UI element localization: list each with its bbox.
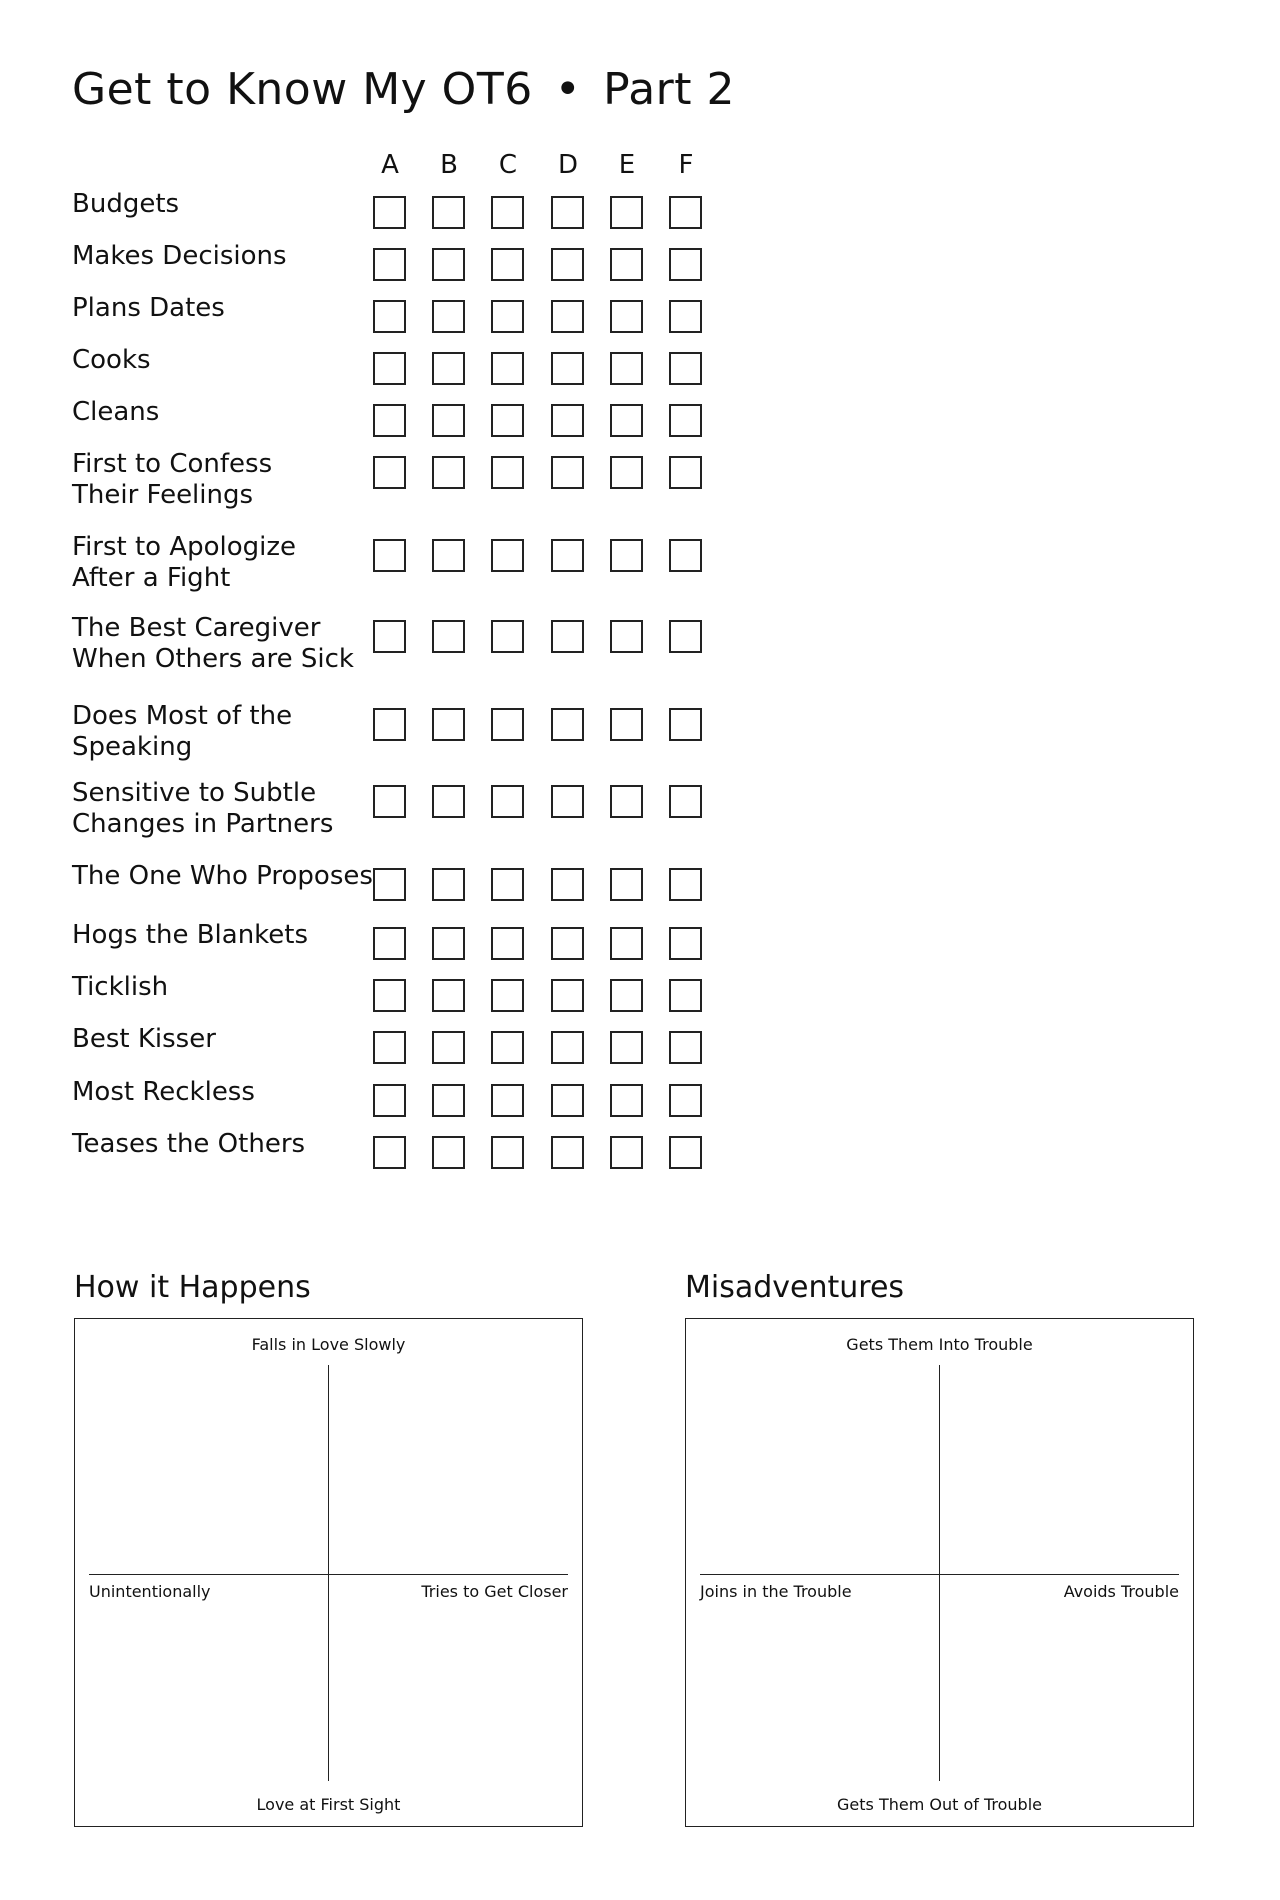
row-label-line: Makes Decisions: [72, 241, 287, 271]
checkbox-a[interactable]: [373, 404, 406, 437]
checkbox-a[interactable]: [373, 785, 406, 818]
checkbox-f[interactable]: [669, 708, 702, 741]
row-label: [72, 613, 354, 675]
axis-label-bottom: Gets Them Out of Trouble: [837, 1795, 1042, 1814]
checkbox-f[interactable]: [669, 404, 702, 437]
checkbox-a[interactable]: [373, 1084, 406, 1117]
checkbox-c[interactable]: [491, 404, 524, 437]
row-label-line: The Best Caregiver: [72, 613, 321, 643]
checkbox-f[interactable]: [669, 1136, 702, 1169]
vertical-axis-line: [328, 1365, 329, 1781]
checkbox-c[interactable]: [491, 927, 524, 960]
checkbox-f[interactable]: [669, 248, 702, 281]
checkbox-e[interactable]: [610, 539, 643, 572]
checkbox-b[interactable]: [432, 868, 465, 901]
checkbox-a[interactable]: [373, 352, 406, 385]
checkbox-b[interactable]: [432, 620, 465, 653]
row-label: [72, 397, 159, 428]
row-label-line: Teases the Others: [72, 1129, 306, 1159]
row-label: [72, 778, 333, 840]
column-header-f: F: [678, 150, 694, 180]
checkbox-a[interactable]: [373, 1031, 406, 1064]
row-label: [72, 1129, 305, 1160]
checkbox-e[interactable]: [610, 979, 643, 1012]
checkbox-d[interactable]: [551, 300, 584, 333]
axis-label-left: Unintentionally: [89, 1582, 211, 1601]
checkbox-b[interactable]: [432, 539, 465, 572]
checkbox-e[interactable]: [610, 1031, 643, 1064]
checkbox-c[interactable]: [491, 352, 524, 385]
column-header-c: C: [498, 150, 518, 180]
row-label-line: Hogs the Blankets: [72, 920, 309, 950]
row-label-line: First to Apologize: [72, 532, 297, 562]
checkbox-d[interactable]: [551, 456, 584, 489]
checkbox-e[interactable]: [610, 352, 643, 385]
checkbox-d[interactable]: [551, 539, 584, 572]
checkbox-e[interactable]: [610, 1084, 643, 1117]
column-header-d: D: [557, 150, 579, 180]
checkbox-c[interactable]: [491, 1031, 524, 1064]
checkbox-d[interactable]: [551, 785, 584, 818]
column-header-a: A: [381, 150, 399, 180]
checkbox-a[interactable]: [373, 708, 406, 741]
checkbox-c[interactable]: [491, 248, 524, 281]
section-title-how-it-happens: How it Happens: [74, 1270, 311, 1305]
checkbox-d[interactable]: [551, 620, 584, 653]
row-label: [72, 449, 272, 511]
horizontal-axis-line: [700, 1574, 1179, 1575]
checkbox-d[interactable]: [551, 927, 584, 960]
checkbox-e[interactable]: [610, 868, 643, 901]
checkbox-f[interactable]: [669, 927, 702, 960]
page-title: [72, 64, 735, 115]
checkbox-e[interactable]: [610, 927, 643, 960]
axis-label-bottom: Love at First Sight: [256, 1795, 401, 1814]
checkbox-b[interactable]: [432, 352, 465, 385]
row-label-line: Sensitive to Subtle: [72, 778, 317, 808]
checkbox-a[interactable]: [373, 1136, 406, 1169]
row-label-line: Cleans: [72, 397, 160, 427]
checkbox-a[interactable]: [373, 300, 406, 333]
checkbox-f[interactable]: [669, 979, 702, 1012]
title-main: Get to Know My OT6: [72, 64, 533, 115]
checkbox-c[interactable]: [491, 868, 524, 901]
checkbox-e[interactable]: [610, 248, 643, 281]
checkbox-c[interactable]: [491, 785, 524, 818]
row-label: [72, 920, 308, 951]
checkbox-a[interactable]: [373, 539, 406, 572]
row-label: [72, 189, 179, 220]
checkbox-d[interactable]: [551, 1136, 584, 1169]
axis-label-right: Avoids Trouble: [1063, 1582, 1179, 1601]
checkbox-f[interactable]: [669, 620, 702, 653]
checkbox-d[interactable]: [551, 248, 584, 281]
checkbox-c[interactable]: [491, 1136, 524, 1169]
row-label: [72, 532, 296, 594]
row-label-line: Budgets: [72, 189, 180, 219]
row-label: [72, 241, 287, 272]
axis-label-right: Tries to Get Closer: [421, 1582, 568, 1601]
checkbox-e[interactable]: [610, 404, 643, 437]
row-label-line: Does Most of the: [72, 701, 293, 731]
checkbox-e[interactable]: [610, 196, 643, 229]
checkbox-c[interactable]: [491, 300, 524, 333]
checkbox-e[interactable]: [610, 785, 643, 818]
checkbox-a[interactable]: [373, 868, 406, 901]
row-label-line: Changes in Partners: [72, 809, 334, 839]
section-title-misadventures: Misadventures: [685, 1270, 905, 1305]
checkbox-a[interactable]: [373, 456, 406, 489]
column-header-e: E: [618, 150, 636, 180]
checkbox-c[interactable]: [491, 539, 524, 572]
checkbox-b[interactable]: [432, 785, 465, 818]
checkbox-b[interactable]: [432, 979, 465, 1012]
checkbox-d[interactable]: [551, 352, 584, 385]
checkbox-e[interactable]: [610, 1136, 643, 1169]
horizontal-axis-line: [89, 1574, 568, 1575]
title-separator: •: [554, 64, 582, 115]
checkbox-a[interactable]: [373, 196, 406, 229]
checkbox-b[interactable]: [432, 1031, 465, 1064]
row-label: [72, 1077, 255, 1108]
checkbox-b[interactable]: [432, 248, 465, 281]
checkbox-f[interactable]: [669, 456, 702, 489]
checkbox-b[interactable]: [432, 1084, 465, 1117]
checkbox-b[interactable]: [432, 404, 465, 437]
axis-label-left: Joins in the Trouble: [700, 1582, 852, 1601]
row-label-line: The One Who Proposes: [72, 861, 373, 891]
row-label: [72, 701, 292, 763]
checkbox-e[interactable]: [610, 708, 643, 741]
row-label-line: Best Kisser: [72, 1024, 216, 1054]
checkbox-c[interactable]: [491, 1084, 524, 1117]
row-label-line: When Others are Sick: [72, 644, 354, 674]
checkbox-b[interactable]: [432, 196, 465, 229]
checkbox-c[interactable]: [491, 708, 524, 741]
vertical-axis-line: [939, 1365, 940, 1781]
checkbox-d[interactable]: [551, 979, 584, 1012]
row-label-line: After a Fight: [72, 563, 231, 593]
checkbox-d[interactable]: [551, 404, 584, 437]
checkbox-f[interactable]: [669, 1084, 702, 1117]
row-label: [72, 293, 225, 324]
checkbox-e[interactable]: [610, 456, 643, 489]
title-part: Part 2: [603, 64, 735, 115]
quadrant-chart-misadventures: [685, 1318, 1194, 1827]
row-label: [72, 1024, 216, 1055]
checkbox-b[interactable]: [432, 927, 465, 960]
checkbox-a[interactable]: [373, 248, 406, 281]
checkbox-b[interactable]: [432, 1136, 465, 1169]
checkbox-c[interactable]: [491, 979, 524, 1012]
checkbox-d[interactable]: [551, 708, 584, 741]
row-label: [72, 972, 168, 1003]
checkbox-a[interactable]: [373, 979, 406, 1012]
checkbox-c[interactable]: [491, 456, 524, 489]
axis-label-top: Gets Them Into Trouble: [846, 1335, 1033, 1354]
row-label-line: Most Reckless: [72, 1077, 255, 1107]
checkbox-b[interactable]: [432, 456, 465, 489]
axis-label-top: Falls in Love Slowly: [251, 1335, 406, 1354]
checkbox-e[interactable]: [610, 300, 643, 333]
quadrant-chart-how-it-happens: [74, 1318, 583, 1827]
row-label-line: Cooks: [72, 345, 151, 375]
column-header-b: B: [440, 150, 458, 180]
row-label-line: Their Feelings: [72, 480, 254, 510]
row-label: [72, 861, 373, 892]
row-label-line: Ticklish: [72, 972, 169, 1002]
checkbox-a[interactable]: [373, 620, 406, 653]
checkbox-a[interactable]: [373, 927, 406, 960]
checkbox-d[interactable]: [551, 868, 584, 901]
checkbox-f[interactable]: [669, 539, 702, 572]
row-label-line: Speaking: [72, 732, 193, 762]
checkbox-b[interactable]: [432, 300, 465, 333]
checkbox-c[interactable]: [491, 620, 524, 653]
checkbox-d[interactable]: [551, 1084, 584, 1117]
checkbox-f[interactable]: [669, 196, 702, 229]
row-label-line: First to Confess: [72, 449, 273, 479]
row-label-line: Plans Dates: [72, 293, 225, 323]
checkbox-e[interactable]: [610, 620, 643, 653]
checkbox-f[interactable]: [669, 300, 702, 333]
row-label: [72, 345, 151, 376]
checkbox-d[interactable]: [551, 1031, 584, 1064]
checkbox-f[interactable]: [669, 868, 702, 901]
checkbox-c[interactable]: [491, 196, 524, 229]
checkbox-f[interactable]: [669, 352, 702, 385]
checkbox-b[interactable]: [432, 708, 465, 741]
checkbox-f[interactable]: [669, 1031, 702, 1064]
checkbox-f[interactable]: [669, 785, 702, 818]
checkbox-d[interactable]: [551, 196, 584, 229]
